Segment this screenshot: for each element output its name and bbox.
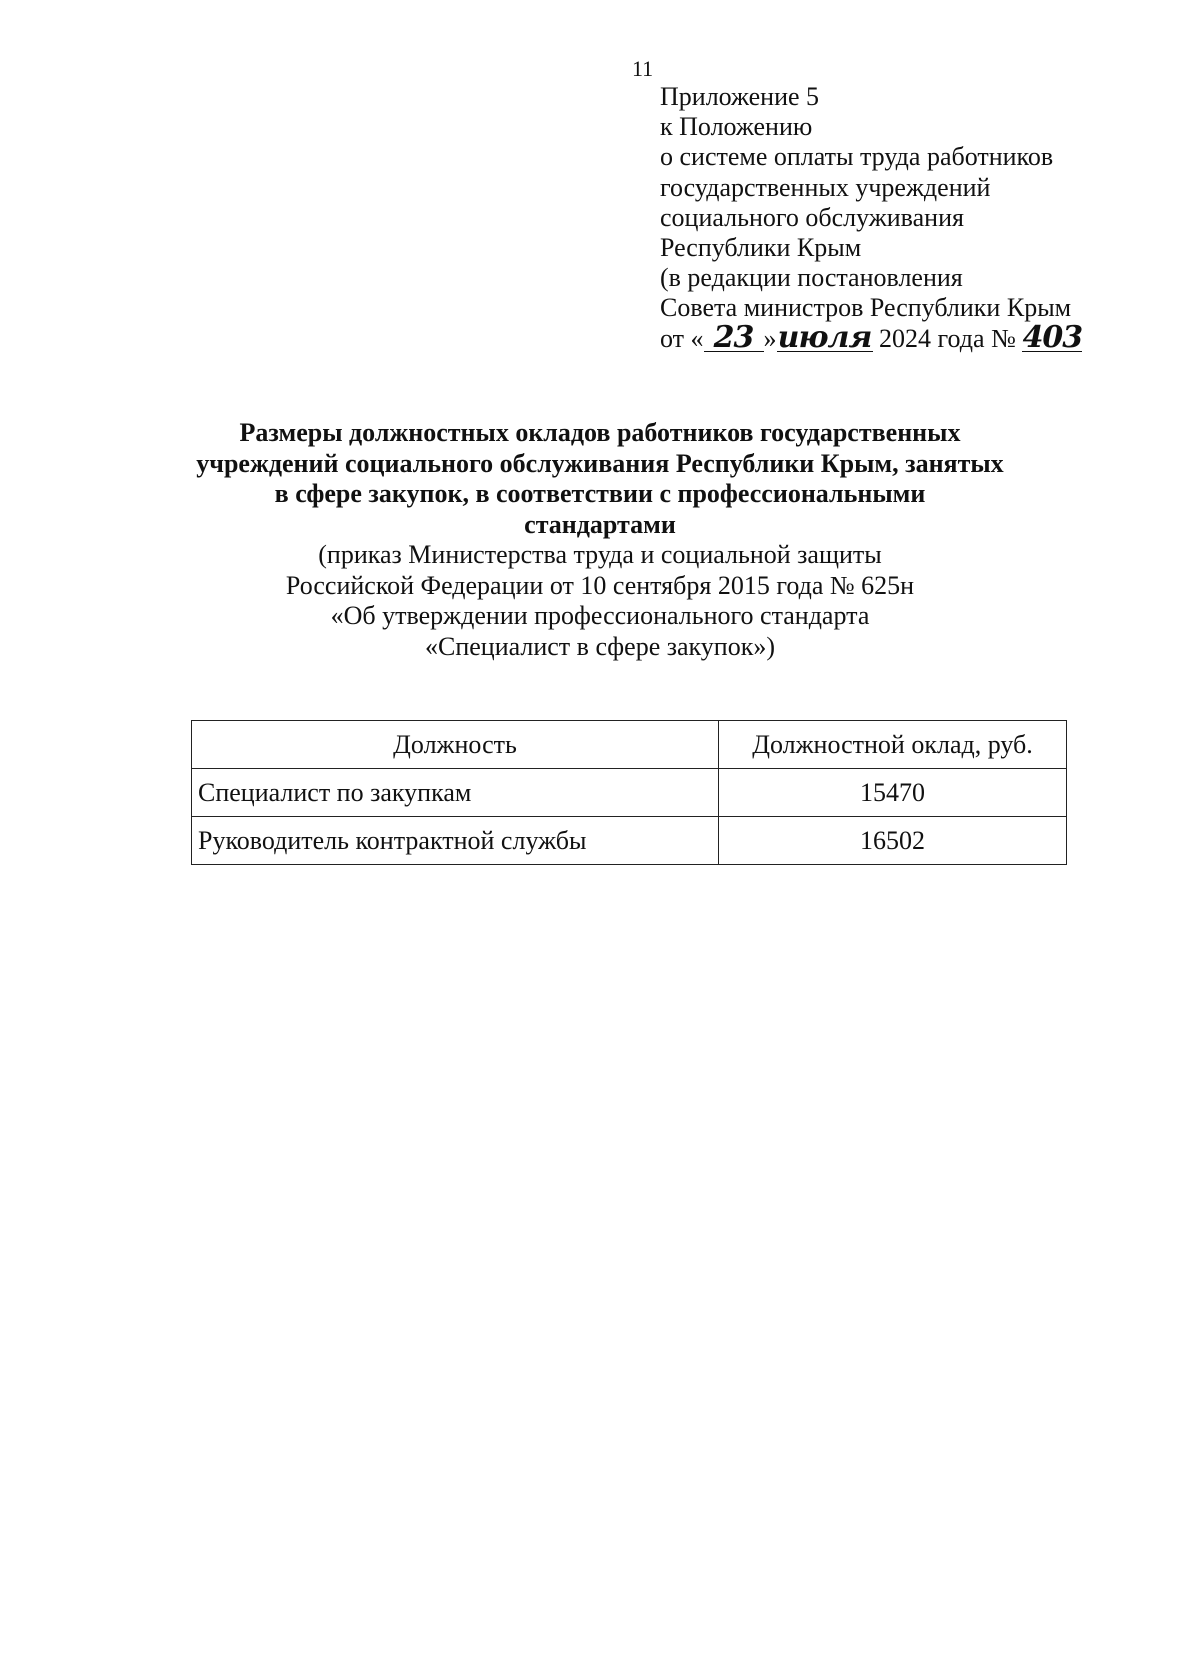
appendix-block <box>660 82 1180 354</box>
appendix-line: социального обслуживания <box>660 202 964 232</box>
date-prefix: от « <box>660 323 704 353</box>
column-header-position: Должность <box>192 721 719 769</box>
title-line: учреждений социального обслуживания Республики Крым, занятых <box>196 448 1004 478</box>
salary-table <box>191 720 1067 865</box>
salary-cell: 16502 <box>719 817 1067 865</box>
document-title-block <box>160 418 1040 662</box>
appendix-line: Приложение 5 <box>660 82 820 111</box>
date-year: 2024 года № <box>872 323 1023 353</box>
appendix-line: Совета министров Республики Крым <box>660 293 1072 323</box>
appendix-line: о системе оплаты труда работников <box>660 142 1054 172</box>
appendix-line: государственных учреждений <box>660 172 991 202</box>
handwritten-number: 403 <box>1022 319 1083 355</box>
date-quote-close: » <box>763 323 777 353</box>
salary-cell: 15470 <box>719 769 1067 817</box>
appendix-line: к Положению <box>660 112 813 142</box>
table-row <box>192 817 1067 865</box>
title-line: в сфере закупок, в соответствии с профессиональными <box>274 479 926 508</box>
column-header-salary: Должностной оклад, руб. <box>719 721 1067 769</box>
position-cell: Специалист по закупкам <box>192 769 719 817</box>
handwritten-month: июля <box>777 319 872 355</box>
page-number: 11 <box>632 56 654 81</box>
subtitle-line: «Специалист в сфере закупок») <box>424 631 776 661</box>
resolution-date-line <box>660 319 1180 355</box>
title-line: Размеры должностных окладов работников государственных <box>239 418 961 447</box>
appendix-line: Республики Крым <box>660 233 862 263</box>
table-header-row <box>192 721 1067 769</box>
subtitle-line: «Об утверждении профессионального стандарта <box>330 601 870 630</box>
position-cell: Руководитель контрактной службы <box>192 817 719 865</box>
table-row <box>192 769 1067 817</box>
appendix-line: (в редакции постановления <box>660 263 963 293</box>
title-line: стандартами <box>524 509 676 539</box>
subtitle-line: Российской Федерации от 10 сентября 2015 года № 625н <box>285 570 915 600</box>
handwritten-day: 23 <box>704 325 764 352</box>
subtitle-line: (приказ Министерства труда и социальной защиты <box>318 540 882 569</box>
